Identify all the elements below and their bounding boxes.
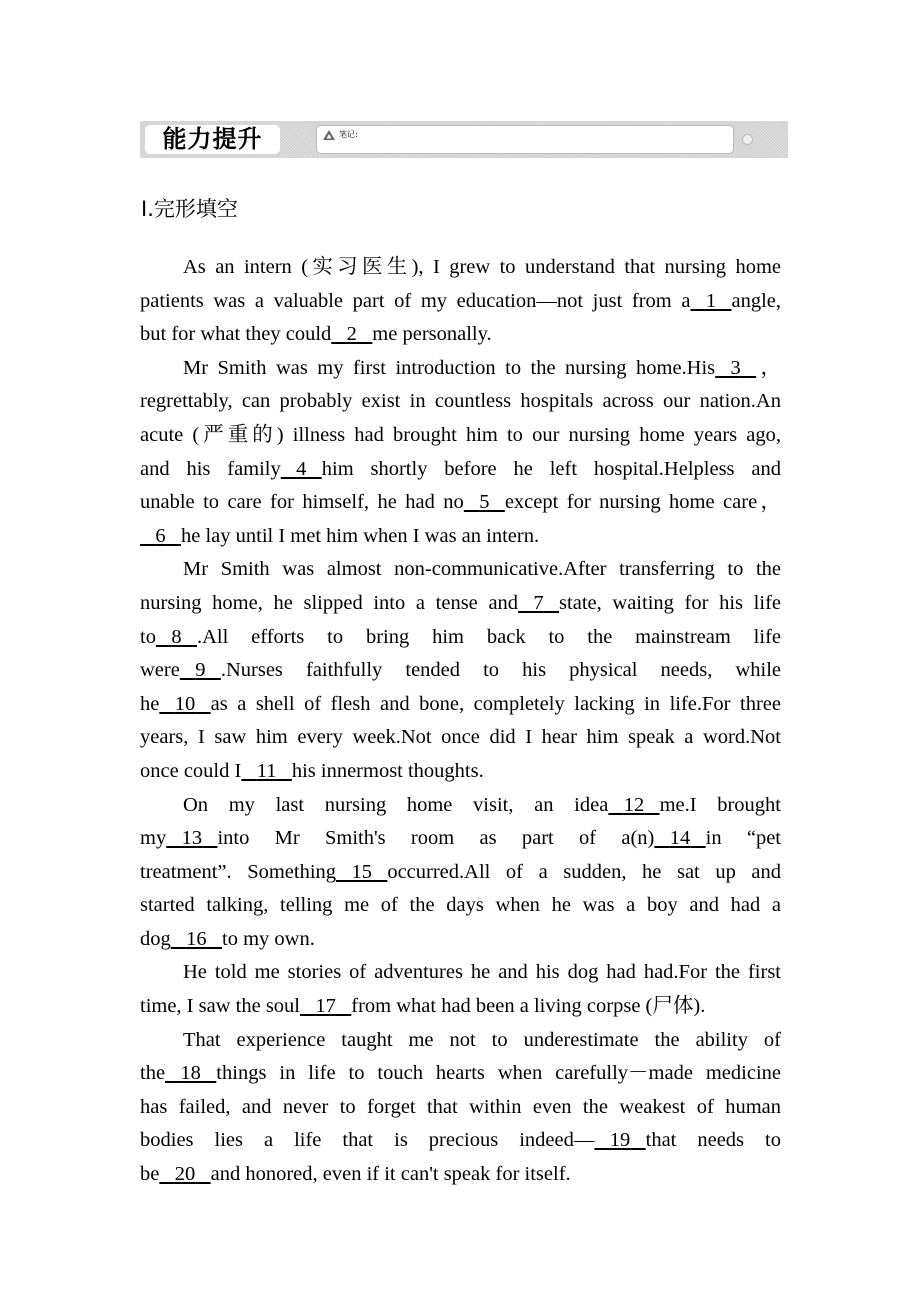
passage-line xyxy=(140,554,781,588)
passage-line xyxy=(140,353,781,387)
blank-number: 20 xyxy=(174,1163,196,1186)
passage-line xyxy=(140,655,781,689)
blank-number: 15 xyxy=(351,860,372,883)
passage-line xyxy=(140,722,781,756)
blank-number: 18 xyxy=(180,1062,201,1085)
cloze-blank xyxy=(608,790,659,820)
blank-number: 1 xyxy=(705,289,717,312)
pin-icon xyxy=(742,134,753,145)
cloze-blank xyxy=(159,1159,210,1189)
passage-line xyxy=(140,1159,781,1193)
passage-text: his innermost thoughts. xyxy=(291,759,484,782)
passage-line xyxy=(140,689,781,723)
blank-number: 12 xyxy=(623,793,645,816)
passage-line xyxy=(140,957,781,991)
section-banner xyxy=(140,121,788,158)
passage-text: me.I brought xyxy=(659,793,781,816)
cloze-blank xyxy=(594,1125,645,1155)
passage-text: things in life to touch hearts when carefully－made medicine xyxy=(216,1062,781,1085)
blank-number: 9 xyxy=(195,659,206,682)
blank-number: 19 xyxy=(609,1129,631,1152)
passage-text: acute (严重的) illness had brought him to our nursing home years ago, xyxy=(140,423,781,446)
passage-text: patients was a valuable part of my education—not just from a xyxy=(140,289,691,312)
cloze-blank xyxy=(140,521,181,551)
passage-text: That experience taught me not to underestimate the ability of xyxy=(183,1028,781,1051)
passage-text: the xyxy=(140,1062,166,1085)
notes-box[interactable] xyxy=(316,125,734,154)
passage-text: .Nurses faithfully tended to his physical needs, while xyxy=(220,659,781,682)
passage-text: On my last nursing home visit, an idea xyxy=(183,793,609,816)
passage-text: except for nursing home care， xyxy=(504,491,781,514)
passage-line xyxy=(140,1058,781,1092)
blank-number: 11 xyxy=(256,759,277,782)
passage-text: Mr Smith was almost non-communicative.After transferring to the xyxy=(183,558,781,581)
passage-text: occurred.All of a sudden, he sat up and xyxy=(387,860,782,883)
blank-number: 7 xyxy=(533,591,544,614)
passage-text: to xyxy=(140,625,156,648)
passage-line xyxy=(140,890,781,924)
cloze-passage xyxy=(140,252,781,1193)
passage-text: state, waiting for his life xyxy=(559,591,781,614)
passage-line xyxy=(140,622,781,656)
passage-line xyxy=(140,588,781,622)
passage-line xyxy=(140,823,781,857)
passage-text: him shortly before he left hospital.Helpless and xyxy=(321,457,781,480)
passage-line xyxy=(140,924,781,958)
passage-text: regrettably, can probably exist in countless hospitals across our nation.An xyxy=(140,390,781,413)
blank-number: 16 xyxy=(186,927,207,950)
cloze-blank xyxy=(715,353,756,383)
cloze-blank xyxy=(518,588,559,618)
passage-line xyxy=(140,857,781,891)
passage-text: unable to care for himself, he had no xyxy=(140,491,464,514)
passage-text: he lay until I met him when I was an intern. xyxy=(181,524,540,547)
cloze-blank xyxy=(165,1058,216,1088)
passage-line xyxy=(140,252,781,286)
passage-text: from what had been a living corpse (尸体). xyxy=(351,995,706,1018)
passage-line xyxy=(140,790,781,824)
passage-text: angle, xyxy=(731,289,781,312)
recycle-icon xyxy=(323,130,335,140)
passage-text: and honored, even if it can't speak for itself. xyxy=(210,1163,571,1186)
passage-text: dog xyxy=(140,927,171,950)
passage-text: As an intern (实习医生), I grew to understand that nursing home xyxy=(183,256,781,278)
passage-text: me personally. xyxy=(372,323,492,346)
cloze-blank xyxy=(171,924,222,954)
passage-text: were xyxy=(140,659,180,682)
passage-line xyxy=(140,1125,781,1159)
passage-line xyxy=(140,319,781,353)
passage-text: time, I saw the soul xyxy=(140,995,300,1018)
cloze-blank xyxy=(300,991,351,1021)
passage-text: once could I xyxy=(140,759,242,782)
passage-text: years, I saw him every week.Not once did I hear him speak a word.Not xyxy=(140,726,781,749)
blank-number: 10 xyxy=(174,692,196,715)
passage-text: ， xyxy=(756,356,781,379)
passage-text: .All efforts to bring him back to the mainstream life xyxy=(196,625,781,648)
section-title: Ⅰ.完形填空 xyxy=(141,197,238,221)
passage-text: bodies lies a life that is precious indeed— xyxy=(140,1129,595,1152)
passage-line xyxy=(140,521,781,555)
passage-text: treatment”. Something xyxy=(140,860,337,883)
cloze-blank xyxy=(156,622,197,652)
blank-number: 3 xyxy=(730,356,741,379)
cloze-blank xyxy=(336,857,387,887)
banner-title: 能力提升 xyxy=(145,125,280,154)
cloze-blank xyxy=(159,689,210,719)
passage-text: he xyxy=(140,692,160,715)
passage-line xyxy=(140,1025,781,1059)
passage-text: be xyxy=(140,1163,160,1186)
cloze-blank xyxy=(180,655,221,685)
passage-line xyxy=(140,756,781,790)
passage-text: as a shell of flesh and bone, completely lacking in life.For three xyxy=(210,692,781,715)
passage-text: my xyxy=(140,827,167,850)
passage-text: He told me stories of adventures he and his dog had had.For the first xyxy=(183,961,781,984)
passage-text: and his family xyxy=(140,457,281,480)
cloze-blank xyxy=(166,823,217,853)
cloze-blank xyxy=(464,487,505,517)
cloze-blank xyxy=(654,823,705,853)
blank-number: 4 xyxy=(296,457,307,480)
passage-text: into Mr Smith's room as part of a(n) xyxy=(217,827,655,850)
blank-number: 8 xyxy=(171,625,182,648)
passage-text: Mr Smith was my first introduction to the nursing home.His xyxy=(183,356,716,379)
cloze-blank xyxy=(690,286,731,316)
cloze-blank xyxy=(241,756,292,786)
passage-text: nursing home, he slipped into a tense and xyxy=(140,591,519,614)
blank-number: 2 xyxy=(346,323,357,346)
blank-number: 5 xyxy=(479,491,490,514)
passage-line xyxy=(140,1092,781,1126)
blank-number: 14 xyxy=(669,827,691,850)
blank-number: 6 xyxy=(155,524,166,547)
cloze-blank xyxy=(281,454,322,484)
passage-text: started talking, telling me of the days when he was a boy and had a xyxy=(140,894,781,917)
cloze-blank xyxy=(331,319,372,349)
notes-label: 笔记: xyxy=(339,130,358,139)
passage-text: to my own. xyxy=(222,927,315,950)
passage-line xyxy=(140,386,781,420)
passage-line xyxy=(140,991,781,1025)
blank-number: 17 xyxy=(315,995,336,1018)
passage-line xyxy=(140,286,781,320)
passage-line xyxy=(140,454,781,488)
passage-text: has failed, and never to forget that within even the weakest of human xyxy=(140,1095,781,1118)
blank-number: 13 xyxy=(181,827,203,850)
passage-line xyxy=(140,487,781,521)
passage-line xyxy=(140,420,781,454)
passage-text: that needs to xyxy=(645,1129,781,1152)
passage-text: in “pet xyxy=(705,827,782,850)
passage-text: but for what they could xyxy=(140,323,332,346)
